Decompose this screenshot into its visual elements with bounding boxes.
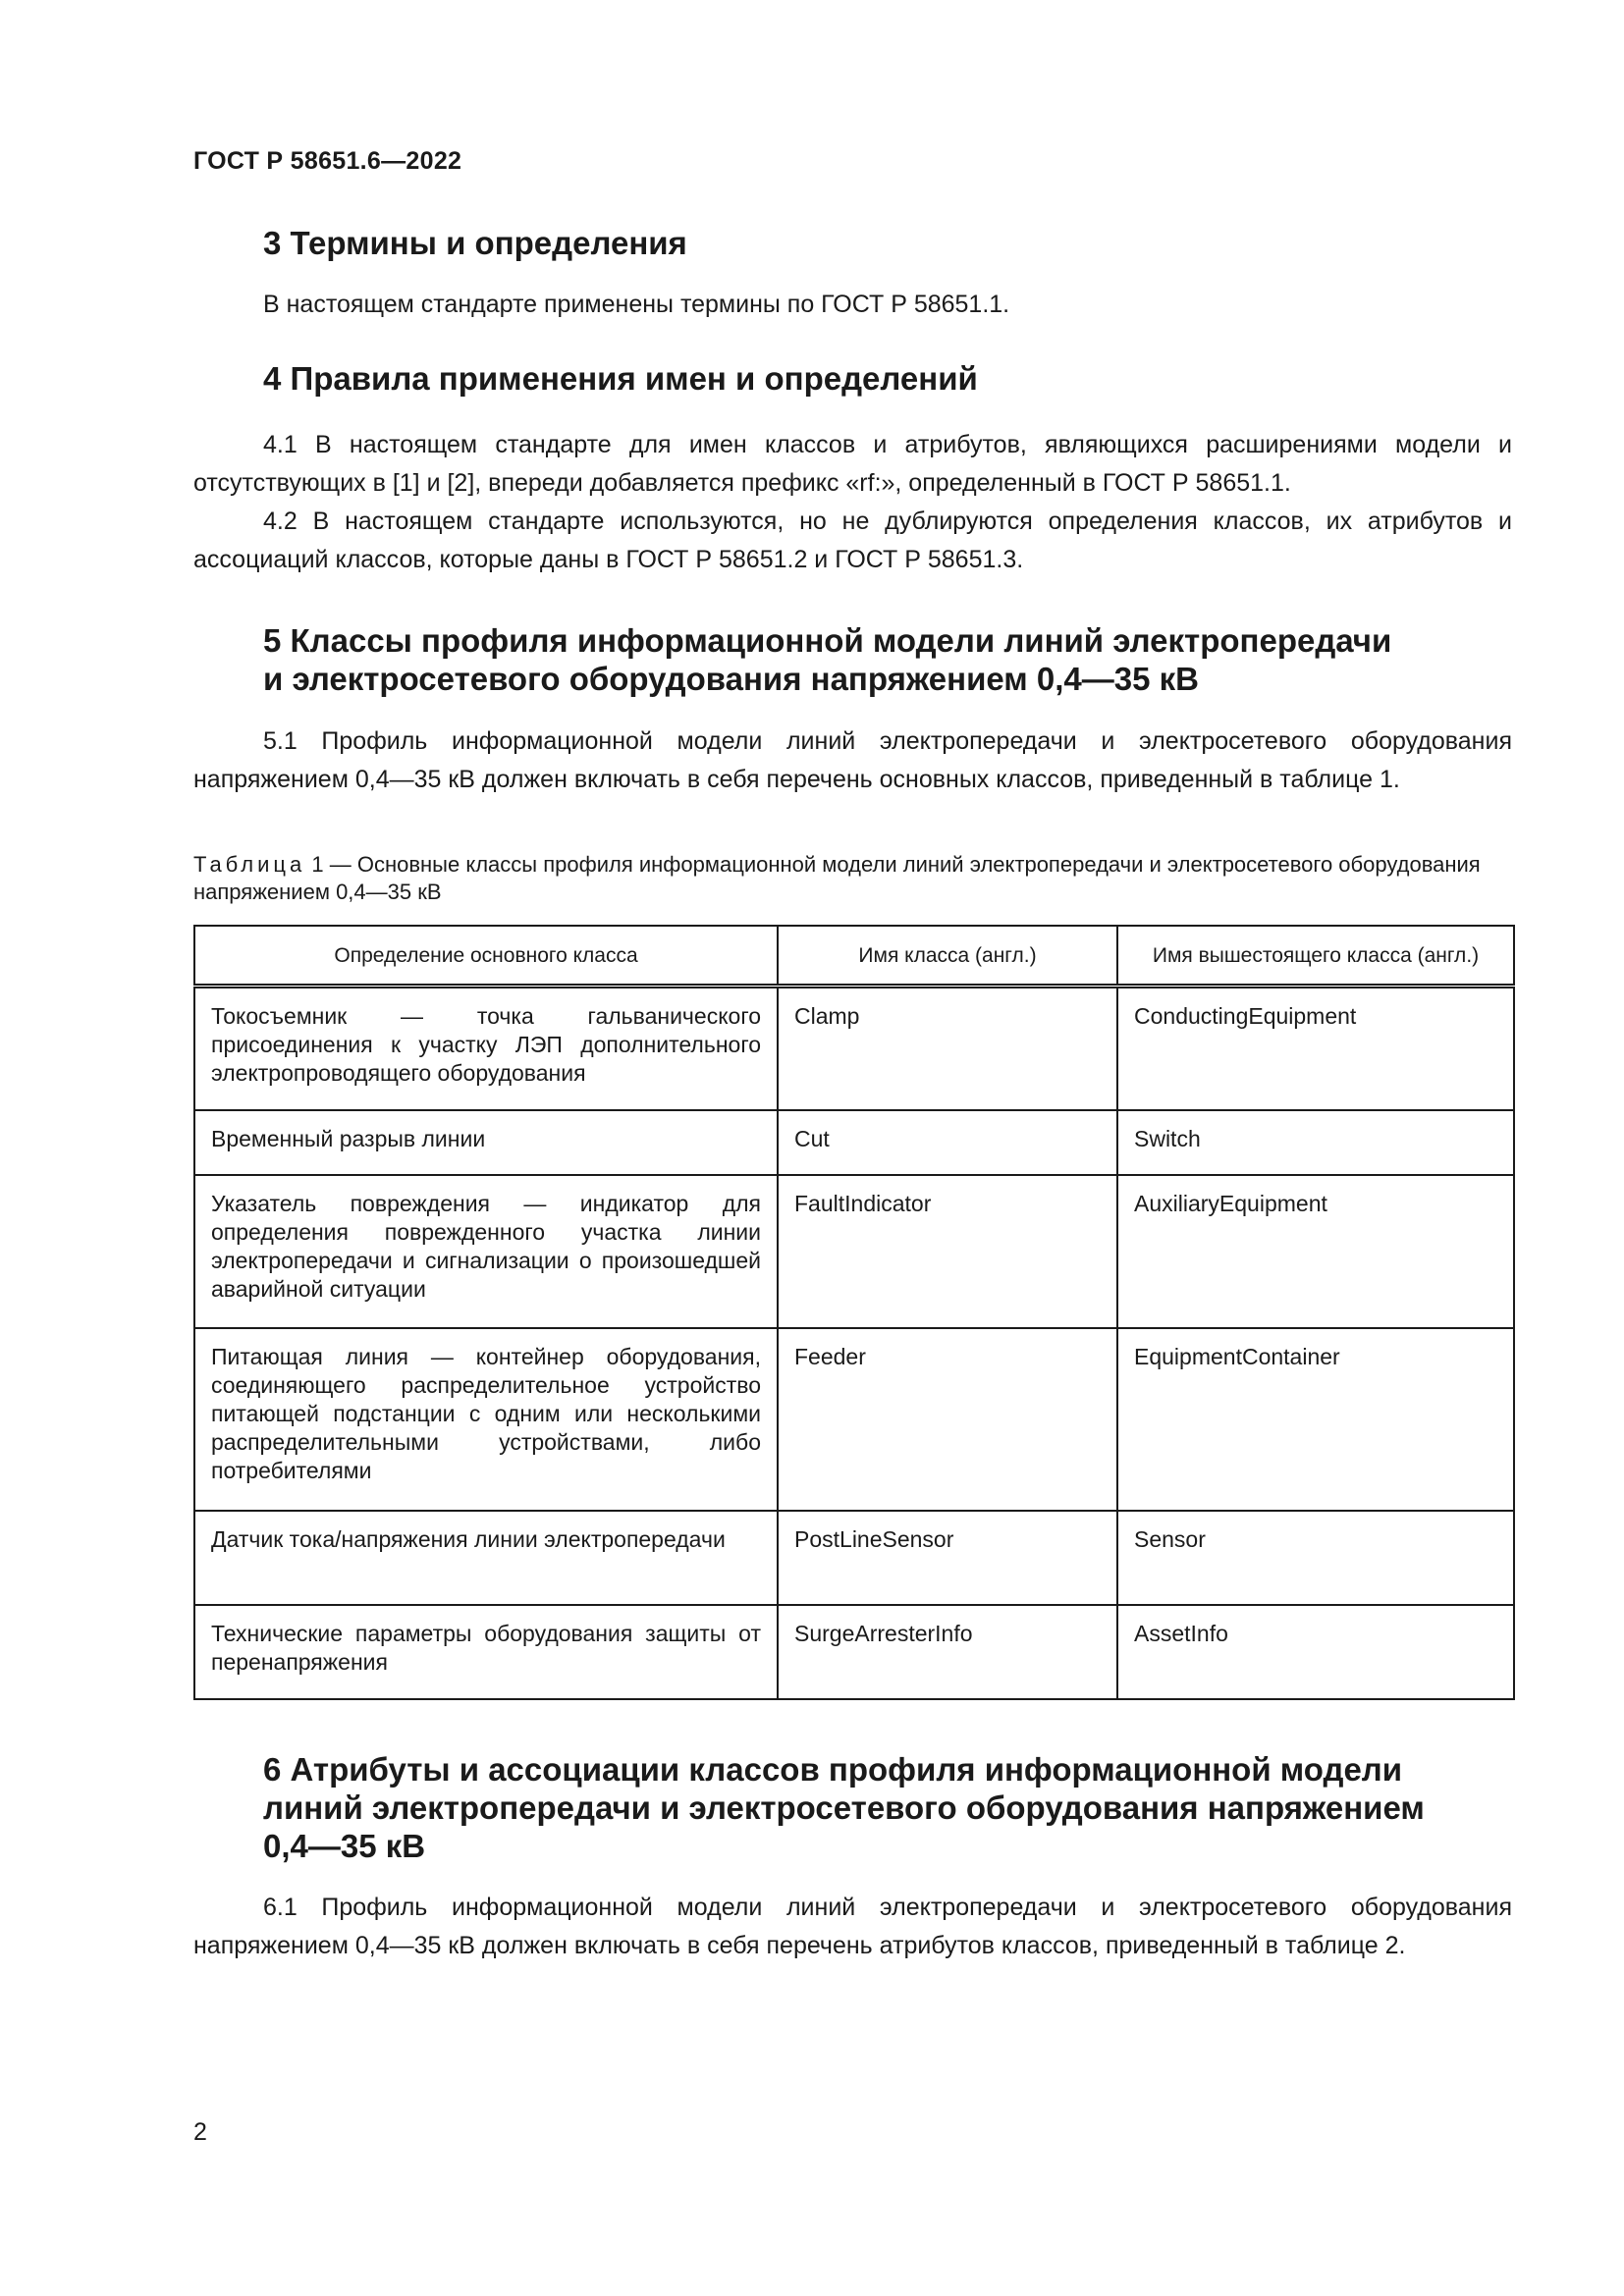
class-name-cell: SurgeArresterInfo [778,1605,1117,1699]
definition-cell: Временный разрыв линии [194,1110,778,1175]
page-number: 2 [193,2118,207,2146]
parent-class-cell: AssetInfo [1117,1605,1514,1699]
section-4-title: 4 Правила применения имен и определений [263,360,978,397]
table-header-row [194,926,1514,987]
table-caption-text: 1 — Основные классы профиля информационной модели линий электропередачи и электросетевого оборудования напряжением 0,4—35 кВ [193,852,1481,904]
section-6-title [263,1750,1425,1865]
parent-class-cell: Sensor [1117,1511,1514,1605]
table-row [194,1511,1514,1605]
parent-class-cell: EquipmentContainer [1117,1328,1514,1511]
class-name-cell: Feeder [778,1328,1117,1511]
column-header-parent-class: Имя вышестоящего класса (англ.) [1117,926,1514,987]
definition-cell: Питающая линия — контейнер оборудования, соединяющего распределительное устройство питающей подстанции с одним или несколькими распределительными устройствами, либо потребителями [194,1328,778,1511]
definition-cell: Датчик тока/напряжения линии электропередачи [194,1511,778,1605]
class-name-cell: Cut [778,1110,1117,1175]
column-header-definition: Определение основного класса [194,926,778,987]
classes-table [193,925,1515,1700]
table-row [194,1605,1514,1699]
section-6-title-line-1: 6 Атрибуты и ассоциации классов профиля информационной модели [263,1751,1403,1788]
definition-cell: Токосъемник — точка гальванического присоединения к участку ЛЭП дополнительного электропроводящего оборудования [194,987,778,1110]
section-3-title: 3 Термины и определения [263,225,687,261]
column-header-class-name: Имя класса (англ.) [778,926,1117,987]
section-5-title-line-1: 5 Классы профиля информационной модели линий электропередачи [263,622,1392,659]
table-row [194,1175,1514,1328]
section-5-title-line-2: и электросетевого оборудования напряжением 0,4—35 кВ [263,661,1199,697]
class-name-cell: FaultIndicator [778,1175,1117,1328]
paragraph-5-1: 5.1 Профиль информационной модели линий электропередачи и электросетевого оборудования напряжением 0,4—35 кВ должен включать в себя перечень основных классов, приведенный в таблице 1. [193,727,1512,793]
section-5-title [263,621,1391,698]
table-caption-label: Таблица [193,852,306,877]
parent-class-cell: ConductingEquipment [1117,987,1514,1110]
class-name-cell: PostLineSensor [778,1511,1117,1605]
paragraph-4-2: 4.2 В настоящем стандарте используются, но не дублируются определения классов, их атрибутов и ассоциаций классов, которые даны в ГОСТ Р 58651.2 и ГОСТ Р 58651.3. [193,507,1512,573]
section-6-title-line-2: линий электропередачи и электросетевого оборудования напряжением [263,1789,1425,1826]
standard-header: ГОСТ Р 58651.6—2022 [193,147,462,175]
table-row [194,987,1514,1110]
parent-class-cell: AuxiliaryEquipment [1117,1175,1514,1328]
table-row [194,1110,1514,1175]
section-3-text: В настоящем стандарте применены термины по ГОСТ Р 58651.1. [263,291,1010,318]
table-1-caption [193,851,1514,906]
definition-cell: Указатель повреждения — индикатор для определения поврежденного участка линии электропередачи и сигнализации о произошедшей аварийной ситуации [194,1175,778,1328]
section-6-title-line-3: 0,4—35 кВ [263,1828,426,1864]
definition-cell: Технические параметры оборудования защиты от перенапряжения [194,1605,778,1699]
parent-class-cell: Switch [1117,1110,1514,1175]
class-name-cell: Clamp [778,987,1117,1110]
table-row [194,1328,1514,1511]
paragraph-4-1: 4.1 В настоящем стандарте для имен классов и атрибутов, являющихся расширениями модели и отсутствующих в [1] и [2], впереди добавляется префикс «rf:», определенный в ГОСТ Р 58651.1. [193,431,1512,497]
paragraph-6-1: 6.1 Профиль информационной модели линий электропередачи и электросетевого оборудования напряжением 0,4—35 кВ должен включать в себя перечень атрибутов классов, приведенный в таблице 2. [193,1894,1512,1959]
